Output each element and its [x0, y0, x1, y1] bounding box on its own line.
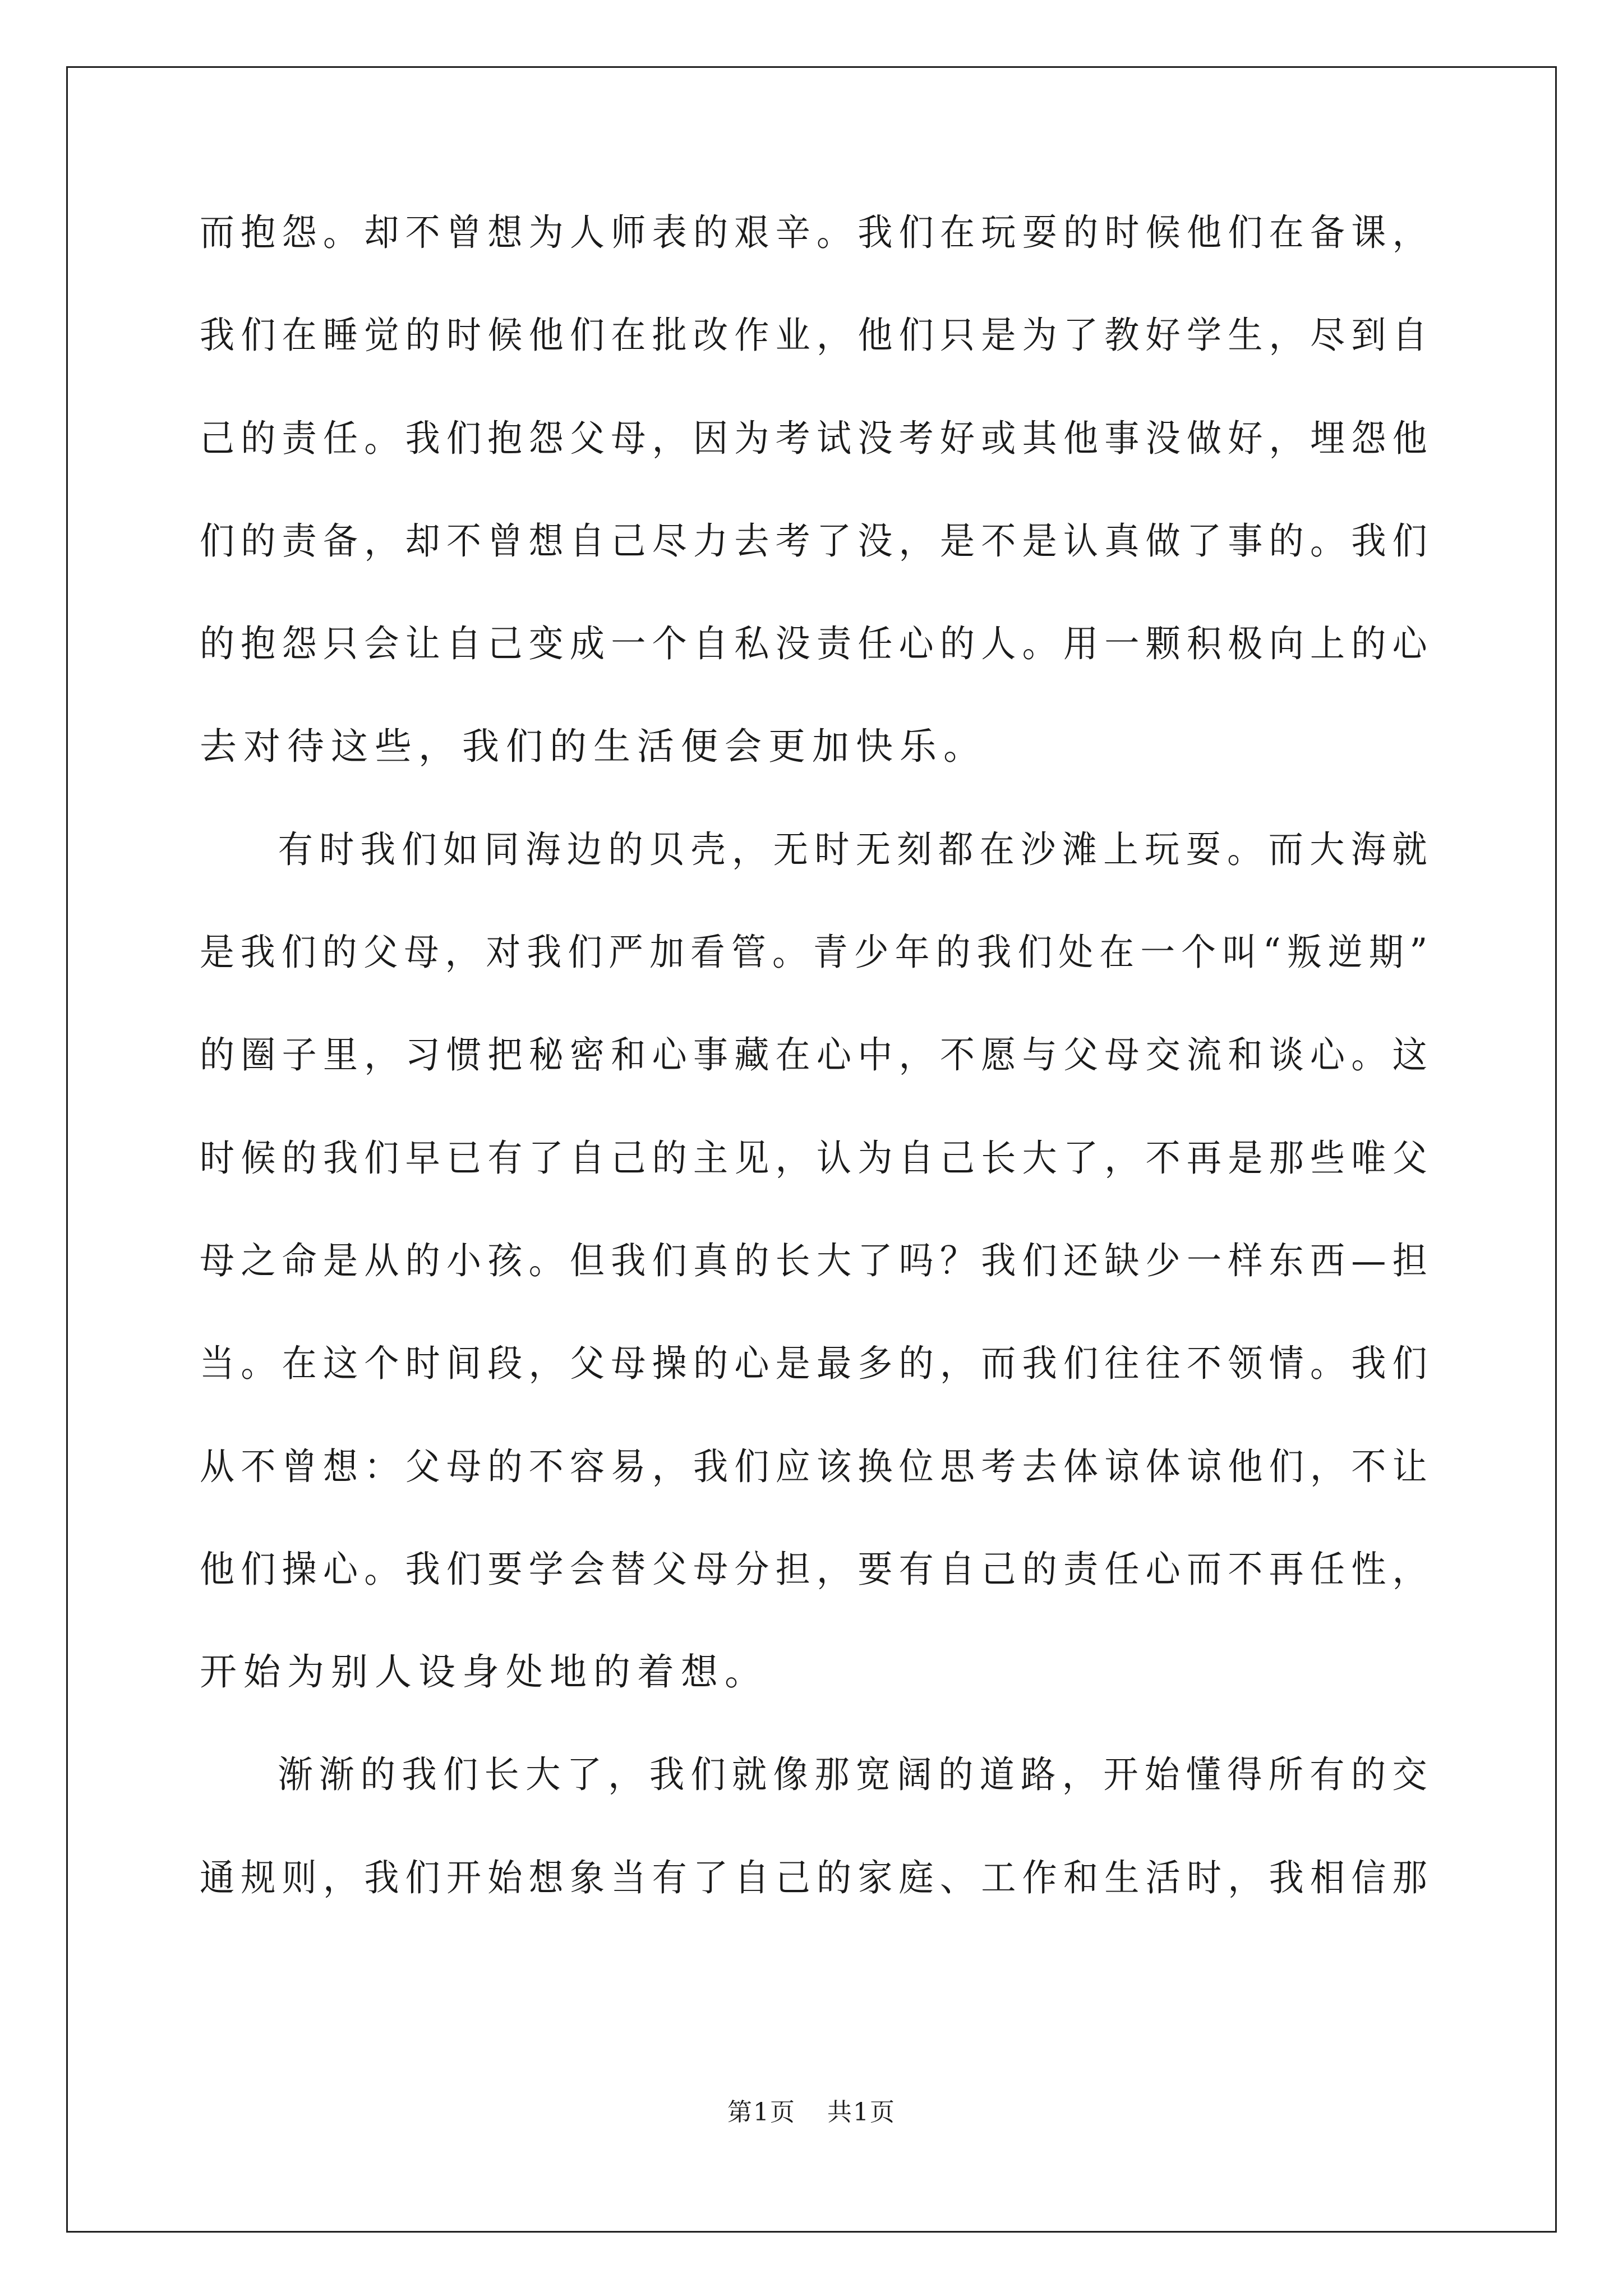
- text-line: 们的责备，却不曾想自己尽力去考了没，是不是认真做了事的。我们: [200, 519, 1433, 563]
- text-line: 有时我们如同海边的贝壳，无时无刻都在沙滩上玩耍。而大海就: [278, 827, 1434, 871]
- text-line: 当。在这个时间段，父母操的心是最多的，而我们往往不领情。我们: [200, 1342, 1433, 1386]
- text-line: 渐渐的我们长大了，我们就像那宽阔的道路，开始懂得所有的交: [278, 1753, 1434, 1797]
- text-line: 我们在睡觉的时候他们在批改作业，他们只是为了教好学生，尽到自: [200, 314, 1433, 357]
- text-line: 去对待这些，我们的生活便会更加快乐。: [200, 725, 987, 769]
- text-line: 是我们的父母，对我们严加看管。青少年的我们处在一个叫“叛逆期”: [200, 931, 1434, 974]
- document-body: [200, 208, 1433, 1956]
- text-line: 己的责任。我们抱怨父母，因为考试没考好或其他事没做好，埋怨他: [200, 416, 1433, 460]
- text-line: 通规则，我们开始想象当有了自己的家庭、工作和生活时，我相信那: [200, 1856, 1433, 1899]
- page-number-total: 共1页: [827, 2098, 896, 2127]
- text-line: 时候的我们早已有了自己的主见，认为自己长大了，不再是那些唯父: [200, 1136, 1433, 1180]
- page-number-current: 第1页: [727, 2098, 796, 2127]
- text-line: 而抱怨。却不曾想为人师表的艰辛。我们在玩耍的时候他们在备课，: [200, 211, 1433, 254]
- text-line: 从不曾想：父母的不容易，我们应该换位思考去体谅体谅他们，不让: [200, 1444, 1433, 1488]
- text-line: 母之命是从的小孩。但我们真的长大了吗？我们还缺少一样东西—担: [200, 1239, 1433, 1282]
- text-line: 他们操心。我们要学会替父母分担，要有自己的责任心而不再任性，: [200, 1547, 1433, 1591]
- text-line: 开始为别人设身处地的着想。: [200, 1650, 768, 1694]
- text-line: 的圈子里，习惯把秘密和心事藏在心中，不愿与父母交流和谈心。这: [200, 1033, 1433, 1077]
- text-line: 的抱怨只会让自己变成一个自私没责任心的人。用一颗积极向上的心: [200, 622, 1433, 666]
- page-footer: [0, 2097, 1623, 2128]
